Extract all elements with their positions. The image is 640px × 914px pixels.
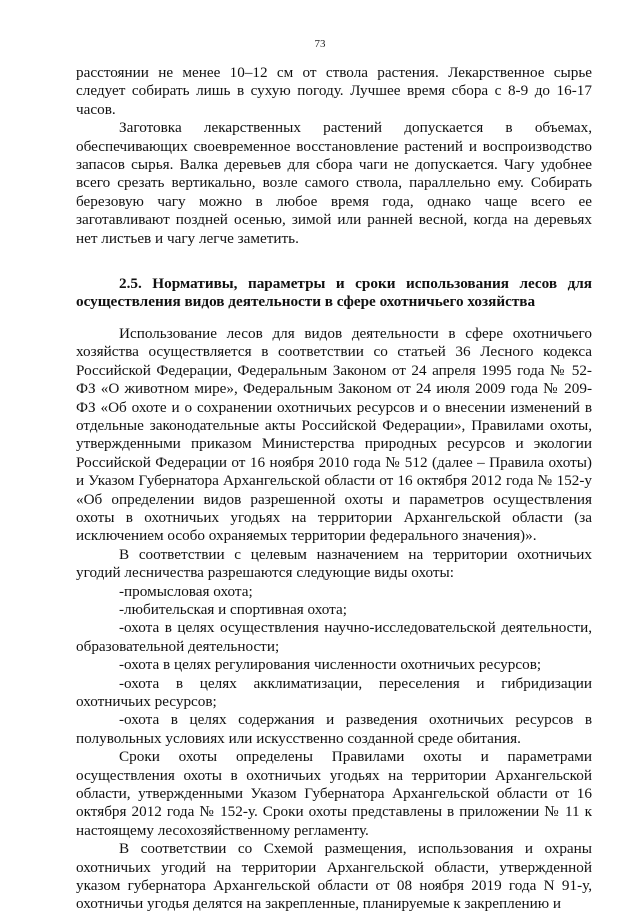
paragraph-hunting-grounds-scheme: В соответствии со Схемой размещения, использования и охраны охотничьих угодий на территории Архангельской области, утвержденной указом губернатора Архангельской области от 08 ноября 2019 года N 91-у, охотничьи угодья делятся на закрепленные, планируемые к закреплению и — [76, 840, 592, 913]
section-heading: 2.5. Нормативы, параметры и сроки использования лесов для осуществления видов деятельности в сфере охотничьего хозяйства — [76, 275, 592, 311]
list-item: -охота в целях регулирования численности охотничьих ресурсов; — [119, 656, 542, 674]
spacer — [76, 312, 592, 325]
page-body — [76, 64, 592, 914]
spacer — [76, 248, 592, 275]
list-item: -промысловая охота; — [119, 582, 253, 600]
paragraph-continuation: расстоянии не менее 10–12 см от ствола растения. Лекарственное сырье следует собирать лишь в сухую погоду. Лучшее время сбора с 8-9 до 16-17 часов. — [76, 64, 592, 118]
page-number: 73 — [314, 38, 326, 50]
paragraph-permitted-hunting: В соответствии с целевым назначением на территории охотничьих угодий лесничества разрешаются следующие виды охоты: — [76, 545, 592, 582]
hunting-types-list — [76, 583, 592, 749]
list-item: -охота в целях содержания и разведения охотничьих ресурсов в полувольных условиях или искусственно созданной среде обитания. — [76, 711, 592, 747]
paragraph-legal-basis: Использование лесов для видов деятельности в сфере охотничьего хозяйства осуществляется в соответствии со статьей 36 Лесного кодекса Российской Федерации, Федеральным Законом от 24 апреля 1995 года № 52-ФЗ «О животном мире», Федеральным Законом от 24 июля 2009 года № 209-ФЗ «Об охоте и о сохранении охотничьих ресурсов и о внесении изменений в отдельные законодательные акты Российской Федерации», Правилами охоты, утвержденными приказом Министерства природных ресурсов и экологии Российской Федерации от 16 ноября 2010 года № 512 (далее – Правила охоты) и Указом Губернатора Архангельской области от 16 октября 2012 года № 152-у «Об определении видов разрешенной охоты и параметров осуществления охоты в охотничьих угодьях на территории Архангельской области (за исключением особо охраняемых территории федерального значения)». — [76, 324, 592, 545]
list-item: -охота в целях акклиматизации, переселения и гибридизации охотничьих ресурсов; — [76, 674, 592, 710]
list-item: -любительская и спортивная охота; — [119, 600, 347, 618]
paragraph-hunting-seasons: Сроки охоты определены Правилами охоты и параметрами осуществления охоты в охотничьих угодьях на территории Архангельской области, утвержденными Указом Губернатора Архангельской области от 16 октября 2012 года № 152-у. Сроки охоты представлены в приложении № 11 к настоящему лесохозяйственному регламенту. — [76, 748, 592, 839]
paragraph-herb-harvesting: Заготовка лекарственных растений допускается в объемах, обеспечивающих своевременное восстановление растений и воспроизводство запасов сырья. Валка деревьев для сбора чаги не допускается. Чагу удобнее всего срезать вертикально, возле самого ствола, параллельно ему. Собирать березовую чагу можно в любое время года, однако чаще всего ее заготавливают поздней осенью, зимой или ранней весной, когда на деревьях нет листьев и чагу легче заметить. — [76, 119, 592, 247]
list-item: -охота в целях осуществления научно-исследовательской деятельности, образовательной деятельности; — [76, 619, 592, 655]
